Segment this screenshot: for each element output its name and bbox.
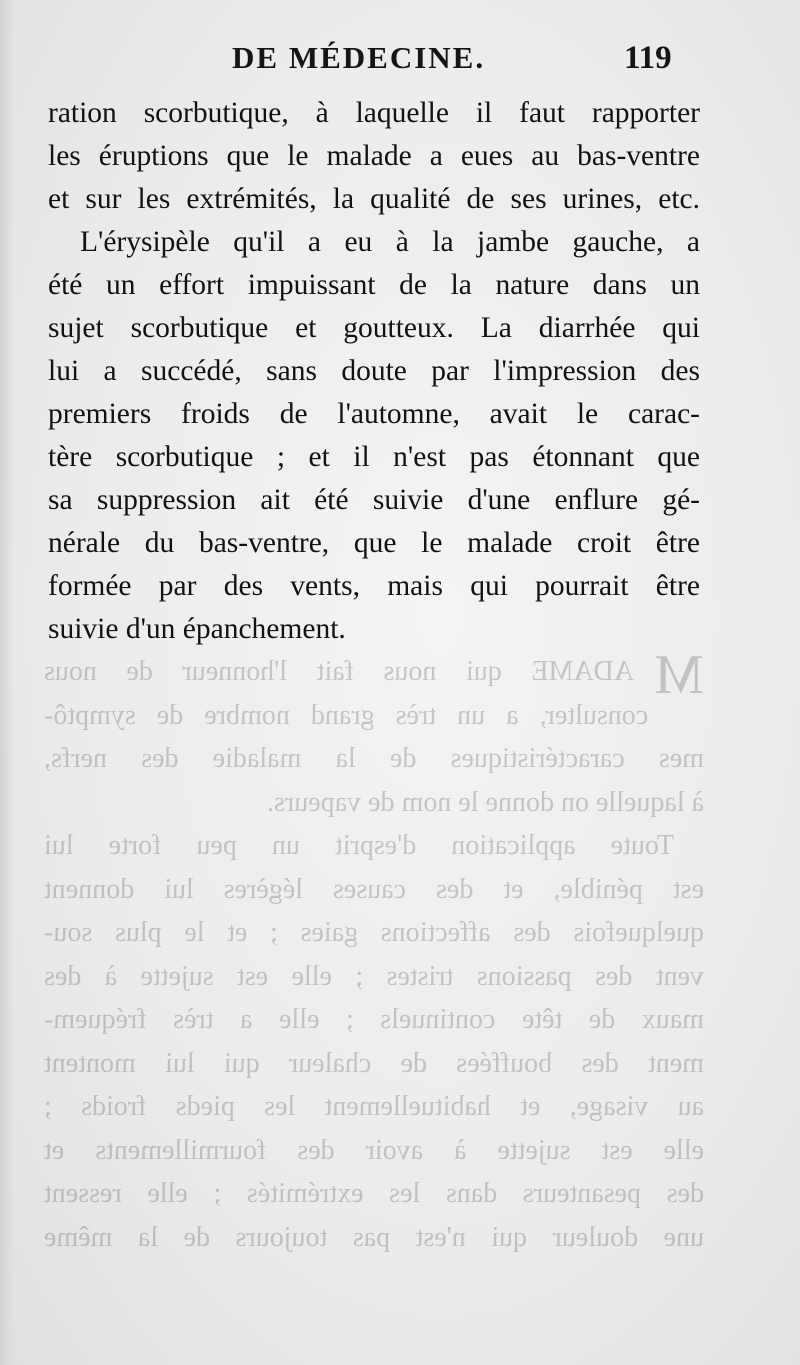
bleed-through-line: consulter, a un très grand nombre de symptô-: [44, 699, 649, 731]
bleed-through-dropcap: M: [654, 644, 704, 706]
body-text: [48, 92, 700, 651]
text-line: sa suppression ait été suivie d'une enflure gé-: [48, 484, 700, 516]
bleed-through-text: [44, 644, 704, 1259]
text-line: lui a succédé, sans doute par l'impression des: [48, 355, 700, 387]
page-number: 119: [624, 40, 672, 76]
bleed-through-line: à laquelle on donne le nom de vapeurs.: [267, 786, 704, 818]
text-line: formée par des vents, mais qui pourrait être: [48, 570, 700, 602]
page-edge-shadow: [0, 0, 14, 1365]
bleed-through-line: vent des passions tristes ; elle est sujette à des: [44, 960, 704, 992]
bleed-through-line: ment des bouffées de chaleur qui lui montent: [44, 1047, 704, 1079]
bleed-through-line: des pesanteurs dans les extrémités ; elle ressent: [44, 1178, 704, 1209]
text-line: été un effort impuissant de la nature dans un: [48, 269, 700, 301]
text-line: ration scorbutique, à laquelle il faut rapporter: [48, 97, 700, 129]
paragraph-first-line: L'érysipèle qu'il a eu à la jambe gauche, a: [80, 226, 700, 258]
bleed-through-line: une douleur qui n'est pas toujours de la même: [44, 1221, 704, 1253]
bleed-through-line: maux de tête continuels ; elle a très fréquem-: [44, 1004, 704, 1035]
text-line: tère scorbutique ; et il n'est pas étonnant que: [48, 441, 700, 473]
paragraph-last-line: suivie d'un épanchement.: [48, 613, 346, 645]
bleed-through-line: Toute application d'esprit un peu forte lui: [44, 830, 674, 861]
text-line: premiers froids de l'automne, avait le carac-: [48, 398, 700, 430]
text-line: les éruptions que le malade a eues au bas-ventre: [48, 140, 700, 172]
bleed-through-line: mes caractéristiques de la maladie des nerfs,: [44, 743, 704, 774]
bleed-through-line: elle est sujette à avoir des fourmillements et: [44, 1134, 704, 1166]
running-head-title: DE MÉDECINE.: [232, 40, 486, 75]
bleed-through-line: quelquefois des affections gaies ; et le plus sou-: [44, 917, 704, 948]
text-line: et sur les extrémités, la qualité de ses urines, etc.: [48, 183, 700, 215]
running-head: [0, 32, 800, 92]
text-line: nérale du bas-ventre, que le malade croit être: [48, 527, 700, 559]
text-line: sujet scorbutique et goutteux. La diarrhée qui: [48, 312, 700, 344]
bleed-through-line: est pénible, et des causes légères lui donnent: [44, 873, 704, 905]
bleed-through-line: au visage, et habituellement les pieds froids ;: [44, 1091, 704, 1122]
bleed-through-line: ADAME qui nous fait l'honneur de nous: [44, 656, 634, 687]
